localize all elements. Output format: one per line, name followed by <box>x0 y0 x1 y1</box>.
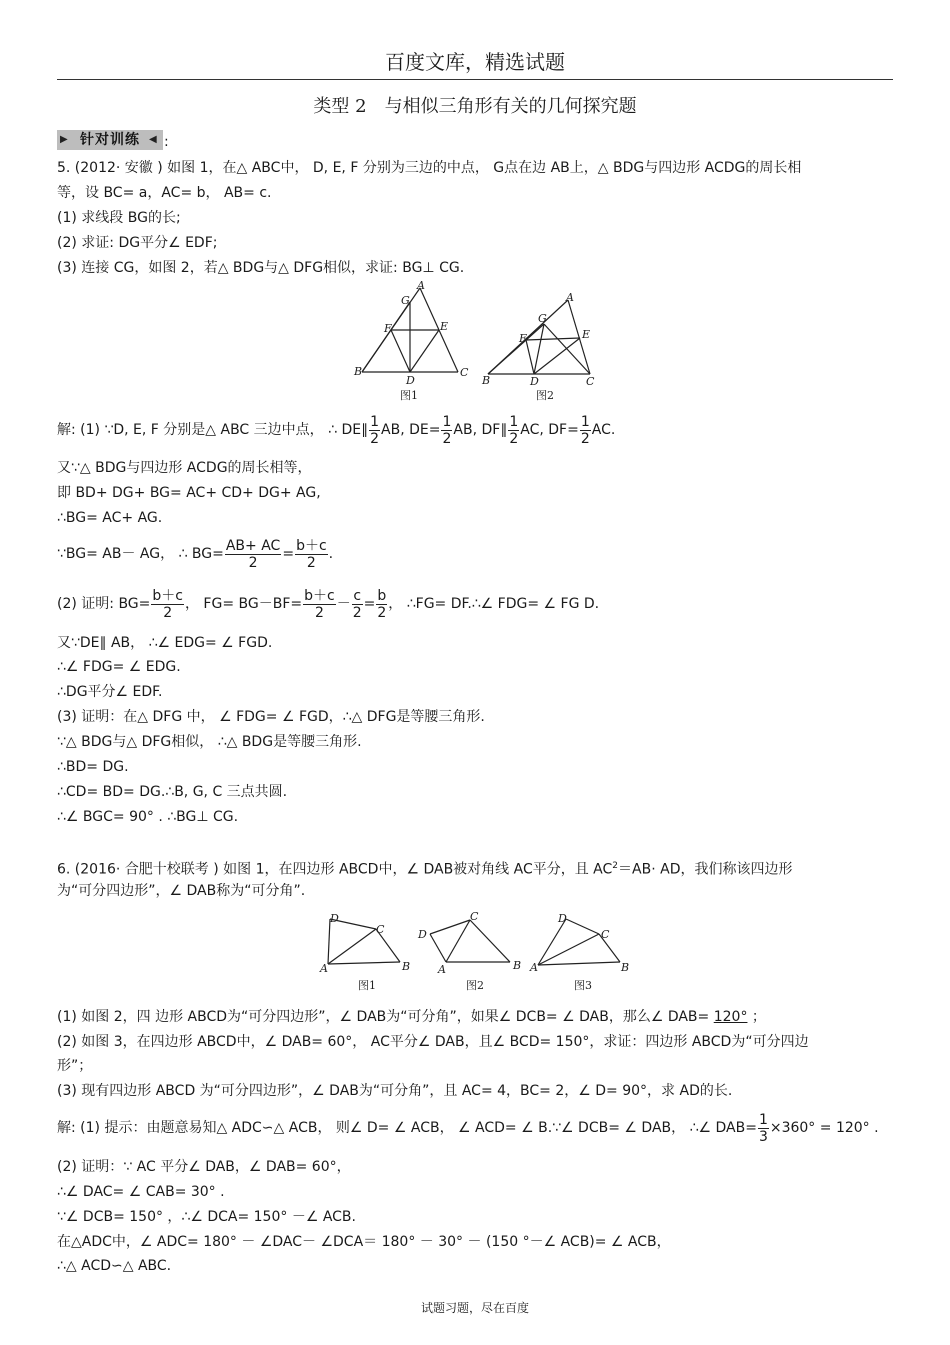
p5-solution-line14: ∴∠ BGC= 90° . ∴BG⊥ CG. <box>57 809 239 825</box>
p5-figure-2 <box>478 288 608 404</box>
p6-figure-2 <box>414 910 526 992</box>
p5-statement-line2: 等，设 BC= a，AC= b， AB= c. <box>57 185 272 201</box>
fig1-label-e: E <box>440 320 449 333</box>
fig2-label-e: E <box>582 328 591 341</box>
fig2-label-b: B <box>482 374 491 387</box>
p6-solution-line6: ∴△ ACD∽△ ABC. <box>57 1258 172 1274</box>
p5-sol1-text-c: AB, DF∥ <box>453 422 508 438</box>
header-rule <box>57 79 893 80</box>
p6-fig2-label-b: B <box>513 959 522 972</box>
p5-sol1-text-e: AC. <box>591 422 616 438</box>
fig2-label-a: A <box>566 291 574 304</box>
fig1-label-c: C <box>460 366 469 379</box>
p5-question-2: (2) 求证: DG平分∠ EDF; <box>57 235 218 251</box>
p5-question-3: (3) 连接 CG，如图 2，若△ BDG与△ DFG相似，求证: BG⊥ CG. <box>57 260 465 276</box>
fig1-label-f: F <box>384 322 392 335</box>
fig1-label-g: G <box>401 294 410 307</box>
p5-solution-line8: ∴∠ FDG= ∠ EDG. <box>57 659 181 675</box>
p5-sol1-text-b: AB, DE= <box>381 422 441 438</box>
p6-q1-answer: 120° <box>713 1009 748 1025</box>
p6-question-2-cont: 形”； <box>57 1058 93 1074</box>
p6-fig1-label-c: C <box>376 923 385 936</box>
p6-fig1-caption: 图1 <box>358 979 376 992</box>
badge-colon: : <box>164 134 169 150</box>
p5-solution-line11: ∵△ BDG与△ DFG相似， ∴△ BDG是等腰三角形. <box>57 734 362 750</box>
p5-solution-line9: ∴DG平分∠ EDF. <box>57 684 163 700</box>
frac-bg: $\frac{b+c}{2}$ <box>152 587 183 621</box>
p5-solution-line13: ∴CD= BD= DG.∴B, G, C 三点共圆. <box>57 784 288 800</box>
practice-badge <box>57 130 163 150</box>
p6-statement-line1: 6. (2016· 合肥十校联考 ) 如图 1，在四边形 ABCD中，∠ DAB被对角线 AC平分，且 $AC^2=AB\cdot$ AD，我们称该四边形 <box>57 861 793 878</box>
p5-question-1: (1) 求线段 BG的长; <box>57 210 181 226</box>
triangle-right-icon: ▶ <box>60 134 68 145</box>
p6-fig2-label-c: C <box>470 910 479 923</box>
triangle-left-icon: ◀ <box>149 134 157 145</box>
p6-fig3-label-a: A <box>530 961 538 974</box>
p6-fig2-caption: 图2 <box>466 979 484 992</box>
p6-figure-1 <box>318 910 418 992</box>
p5-sol6-text-c: ， ∴FG= DF.∴∠ FDG= ∠ FG D. <box>388 596 600 612</box>
p5-sol1-text-a: 解: (1) ∵D, E, F 分别是△ ABC 三边中点， ∴ DE∥ <box>57 422 369 438</box>
p6-fig3-label-b: B <box>621 961 630 974</box>
fig1-label-a: A <box>417 280 425 292</box>
frac-ab-ac: $\frac{AB+ AC}{2}$ <box>225 537 281 571</box>
frac-half-3: $\frac{1}{2}$ <box>509 413 519 447</box>
fig1-label-b: B <box>354 365 363 378</box>
frac-half-1: $\frac{1}{2}$ <box>370 413 380 447</box>
fig1-label-d: D <box>406 374 415 387</box>
p6-figure-3 <box>526 910 636 992</box>
p5-sol6-text-a: (2) 证明: BG= <box>57 596 151 612</box>
frac-one-third: $\frac{1}{3}$ <box>758 1111 768 1145</box>
frac-fg-1: $\frac{b+c}{2}$ <box>304 587 335 621</box>
p5-statement-line1: 5. (2012· 安徽 ) 如图 1，在△ ABC中， D, E, F 分别为三边的中点， G点在边 AB上，△ BDG与四边形 ACDG的周长相 <box>57 160 802 176</box>
p5-solution-line3: 即 BD+ DG+ BG= AC+ CD+ DG+ AG, <box>57 485 321 501</box>
p6-question-3: (3) 现有四边形 ABCD 为“可分四边形”，∠ DAB为“可分角”，且 AC= 4，BC= 2，∠ D= 90°，求 AD的长. <box>57 1083 733 1099</box>
p6-fig1-label-d: D <box>330 912 339 925</box>
p6-fig1-label-b: B <box>402 960 411 973</box>
p5-solution-line7: 又∵DE∥ AB， ∴∠ EDG= ∠ FGD. <box>57 635 273 651</box>
frac-half-4: $\frac{1}{2}$ <box>580 413 590 447</box>
p6-question-1: (1) 如图 2，四 边形 ABCD为“可分四边形”，∠ DAB为“可分角”，如果∠ DCB= ∠ DAB，那么∠ DAB= 120° ； <box>57 1009 766 1025</box>
p5-solution-line4: ∴BG= AC+ AG. <box>57 510 163 526</box>
frac-b-c: $\frac{b+c}{2}$ <box>296 537 327 571</box>
frac-fg-2: $\frac{c}{2}$ <box>352 587 362 621</box>
p5-solution-line6: (2) 证明: BG= $\frac{b+c}{2}$ ， FG= BG－BF= $\frac{b+c}{2}$ － $\frac{c}{2}$ = $\frac{b}{2}$ ， ∴FG= DF.∴∠ FDG= ∠ FG D. <box>57 587 600 621</box>
p5-solution-line2: 又∵△ BDG与四边形 ACDG的周长相等， <box>57 460 312 476</box>
section-title: 类型 2 与相似三角形有关的几何探究题 <box>313 96 637 117</box>
p6-sol1-text-b: ×360° = 120° . <box>769 1120 879 1136</box>
fig2-caption: 图2 <box>536 389 554 402</box>
fig2-label-g: G <box>538 312 547 325</box>
page-footer: 试题习题，尽在百度 <box>420 1301 529 1315</box>
fig2-label-f: F <box>519 332 527 345</box>
fig1-caption: 图1 <box>400 389 418 402</box>
p6-fig1-label-a: A <box>320 962 328 975</box>
fig2-label-c: C <box>586 375 595 388</box>
p5-solution-line12: ∴BD= DG. <box>57 759 129 775</box>
p6-solution-line5: 在△ADC中，∠ ADC= 180° － ∠DAC－ ∠DCA＝ 180° － 30° － (150 °－∠ ACB)= ∠ ACB， <box>57 1234 671 1250</box>
frac-fg-3: $\frac{b}{2}$ <box>377 587 387 621</box>
p6-solution-line3: ∴∠ DAC= ∠ CAB= 30° . <box>57 1184 225 1200</box>
p6-fig3-caption: 图3 <box>574 979 592 992</box>
p5-solution-line1 <box>57 412 615 448</box>
p6-fig2-label-a: A <box>438 963 446 976</box>
p6-statement-line2: 为“可分四边形”，∠ DAB称为“可分角”. <box>57 883 306 899</box>
p6-sol1-text-a: 解: (1) 提示：由题意易知△ ADC∽△ ACB， 则∠ D= ∠ ACB， ∠ ACD= ∠ B.∵∠ DCB= ∠ DAB， ∴∠ DAB= <box>57 1120 757 1136</box>
p6-solution-line2: (2) 证明：∵ AC 平分∠ DAB，∠ DAB= 60°， <box>57 1159 351 1175</box>
p6-question-2: (2) 如图 3，在四边形 ABCD中，∠ DAB= 60°， AC平分∠ DAB，且∠ BCD= 150°，求证：四边形 ABCD为“可分四边 <box>57 1034 809 1050</box>
p5-sol1-text-d: AC, DF= <box>520 422 579 438</box>
p5-sol5-text: ∵BG= AB－ AG， ∴ BG= <box>57 546 224 562</box>
frac-half-2: $\frac{1}{2}$ <box>442 413 452 447</box>
badge-label: 针对训练 <box>80 132 140 148</box>
p6-solution-line4: ∵∠ DCB= 150° ，∴∠ DCA= 150° －∠ ACB. <box>57 1209 356 1225</box>
p5-solution-line5: ∵BG= AB－ AG， ∴ BG= $\frac{AB+ AC}{2}$ = $\frac{b+c}{2}$ . <box>57 537 334 571</box>
p5-sol6-text-b: ， FG= BG－BF= <box>184 596 303 612</box>
p6-fig2-label-d: D <box>418 928 427 941</box>
fig2-label-d: D <box>530 375 539 388</box>
p5-figure-1 <box>350 280 480 404</box>
p6-fig3-label-c: C <box>601 928 610 941</box>
p6-solution-line1 <box>57 1110 879 1146</box>
p6-fig3-label-d: D <box>558 912 567 925</box>
p5-solution-line10: (3) 证明：在△ DFG 中， ∠ FDG= ∠ FGD，∴△ DFG是等腰三角形. <box>57 709 485 725</box>
page-header-title: 百度文库，精选试题 <box>385 50 565 74</box>
